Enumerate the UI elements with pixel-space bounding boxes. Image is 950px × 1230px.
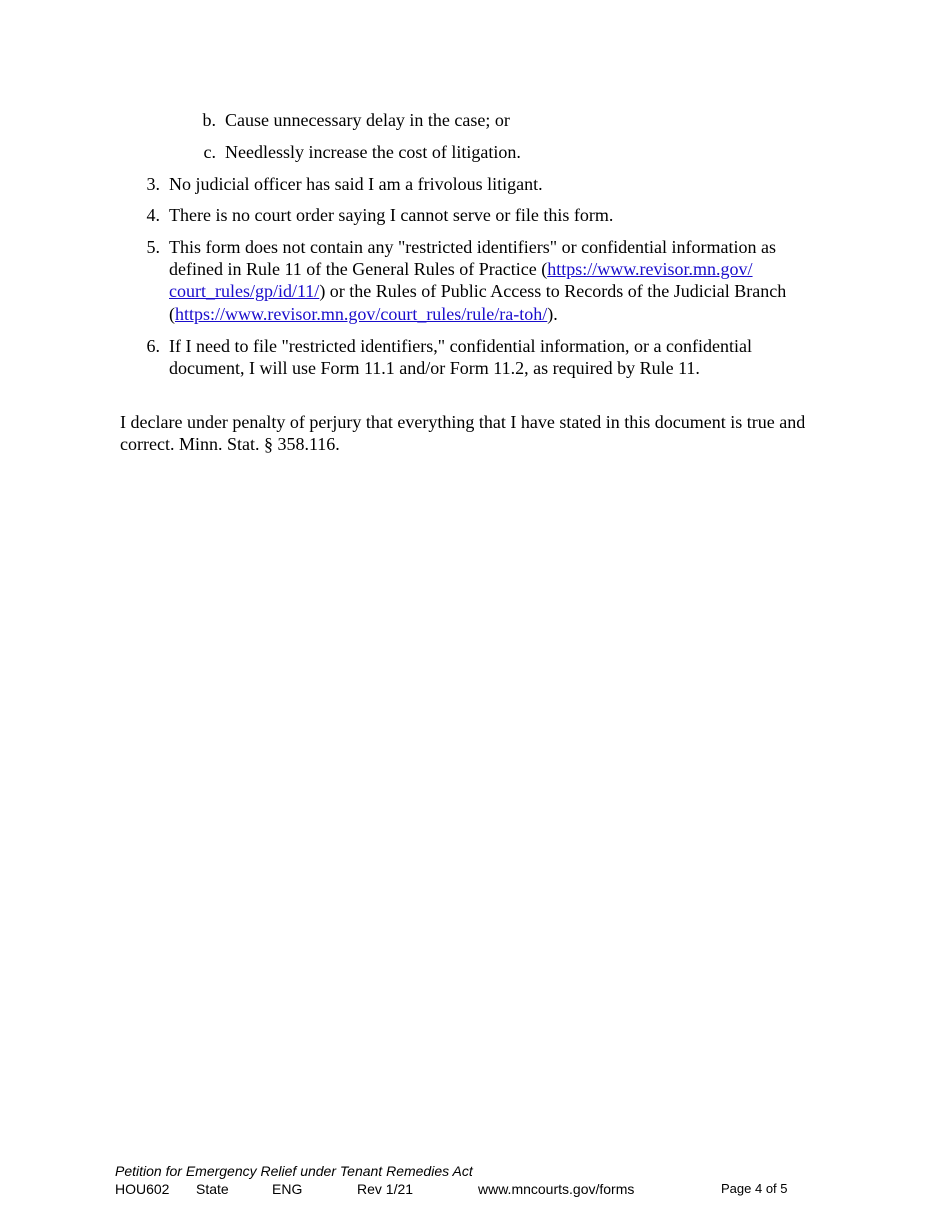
list-item-c-text: Needlessly increase the cost of litigation. [225,142,521,162]
footer-language: ENG [272,1181,303,1197]
public-access-rules-link[interactable]: https://www.revisor.mn.gov/court_rules/rule/ra-toh/ [175,304,548,324]
footer-page-number: Page 4 of 5 [721,1181,788,1196]
list-item-5-line2-text: defined in Rule 11 of the General Rules of Practice ( [169,259,548,279]
footer-website: www.mncourts.gov/forms [478,1181,635,1197]
footer-form-code: HOU602 [115,1181,170,1197]
list-item-5-line2 [169,258,753,280]
declaration-line1: I declare under penalty of perjury that everything that I have stated in this document is true and [120,412,806,432]
list-marker-4: 4. [146,205,160,225]
declaration-line2: correct. Minn. Stat. § 358.116. [120,434,340,454]
list-marker-c: c. [203,142,216,162]
list-item-3-text: No judicial officer has said I am a frivolous litigant. [169,174,543,194]
list-item-5-line1: This form does not contain any "restricted identifiers" or confidential information as [169,237,777,257]
footer-jurisdiction: State [196,1181,229,1197]
list-marker-5: 5. [146,237,160,257]
list-item-b-text: Cause unnecessary delay in the case; or [225,110,510,130]
list-item-6-line2: document, I will use Form 11.1 and/or Form 11.2, as required by Rule 11. [169,358,700,378]
list-marker-6: 6. [146,336,160,356]
footer-revision: Rev 1/21 [357,1181,414,1197]
general-rules-link-part1[interactable]: https://www.revisor.mn.gov/ [547,259,753,279]
list-item-5-open-paren: ( [169,304,175,324]
list-item-6-line1: If I need to file "restricted identifiers," confidential information, or a confidential [169,336,752,356]
footer-form-title: Petition for Emergency Relief under Tenant Remedies Act [115,1163,473,1179]
list-item-5-line4 [169,303,558,325]
list-item-5-line3-text: ) or the Rules of Public Access to Records of the Judicial Branch [319,281,787,301]
list-item-5-close-paren: ). [547,304,558,324]
list-item-4-text: There is no court order saying I cannot serve or file this form. [169,205,614,225]
general-rules-link-part2[interactable]: court_rules/gp/id/11/ [169,281,320,301]
list-marker-3: 3. [146,174,160,194]
list-item-5-line3 [169,280,786,302]
list-marker-b: b. [202,110,216,130]
